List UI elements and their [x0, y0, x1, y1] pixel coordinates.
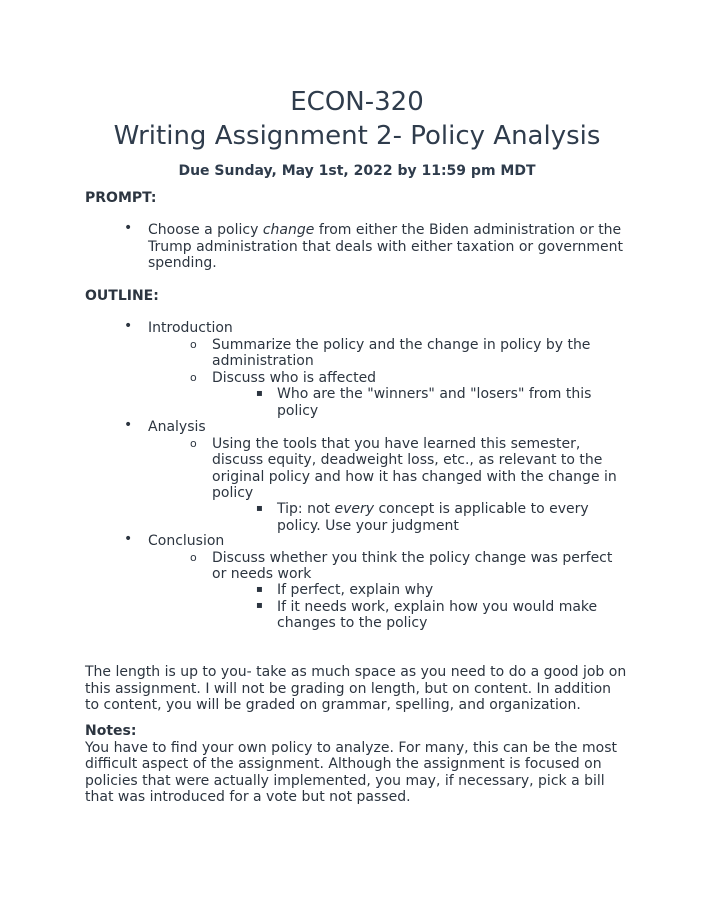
intro-point1-line1: Summarize the policy and the change in policy by the — [212, 336, 591, 353]
outline-introduction: Introduction — [148, 320, 233, 336]
analysis-point1-line4: policy — [212, 485, 254, 501]
subsubbullet-marker: ▪ — [256, 503, 263, 514]
prompt-item-line1 — [148, 222, 621, 239]
subbullet-marker: o — [190, 338, 197, 351]
tip-emphasis: every — [334, 501, 375, 517]
due-date: Due Sunday, May 1st, 2022 by 11:59 pm MDT — [178, 163, 536, 179]
subsubbullet-marker: ▪ — [256, 600, 263, 611]
analysis-point1-line1: Using the tools that you have learned this semester, — [212, 435, 581, 452]
analysis-point1-line2: discuss equity, deadweight loss, etc., as relevant to the — [212, 452, 603, 468]
notes-line2: difficult aspect of the assignment. Although the assignment is focused on — [85, 756, 602, 772]
subbullet-marker: o — [190, 437, 197, 450]
bullet-marker: • — [124, 220, 133, 236]
analysis-point1-line3: original policy and how it has changed with the change in — [212, 468, 617, 485]
outline-heading: OUTLINE: — [85, 288, 159, 304]
length-line2: this assignment. I will not be grading on length, but on content. In addition — [85, 680, 612, 697]
notes-line4: that was introduced for a vote but not passed. — [85, 789, 411, 805]
outline-analysis: Analysis — [148, 419, 206, 435]
analysis-tip-line1 — [277, 501, 589, 518]
bullet-marker: • — [124, 318, 133, 334]
subbullet-marker: o — [190, 371, 197, 384]
notes-line1: You have to find your own policy to analyze. For many, this can be the most — [85, 739, 617, 756]
conclusion-point1-line1: Discuss whether you think the policy change was perfect — [212, 549, 613, 566]
bullet-marker: • — [124, 417, 133, 433]
intro-point1-line2: administration — [212, 353, 314, 369]
conclusion-point1b-line2: changes to the policy — [277, 615, 428, 631]
course-title: ECON-320 — [290, 87, 424, 117]
prompt-item-line2: Trump administration that deals with either taxation or government — [148, 238, 623, 255]
outline-conclusion: Conclusion — [148, 533, 225, 549]
prompt-item-line3: spending. — [148, 255, 217, 271]
tip-text: Tip: not — [277, 501, 335, 517]
intro-point2a-line2: policy — [277, 402, 319, 419]
prompt-text: Choose a policy — [148, 222, 263, 238]
prompt-heading: PROMPT: — [85, 190, 157, 206]
prompt-emphasis: change — [262, 222, 315, 238]
intro-point2a-line1: Who are the "winners" and "losers" from this — [277, 386, 592, 402]
assignment-title: Writing Assignment 2- Policy Analysis — [113, 121, 601, 151]
intro-point2: Discuss who is affected — [212, 369, 377, 386]
analysis-tip-line2: policy. Use your judgment — [277, 517, 459, 534]
conclusion-point1a: If perfect, explain why — [277, 582, 434, 598]
notes-line3: policies that were actually implemented, you may, if necessary, pick a bill — [85, 772, 605, 789]
subsubbullet-marker: ▪ — [256, 584, 263, 595]
conclusion-point1b-line1: If it needs work, explain how you would make — [277, 598, 598, 615]
length-line1: The length is up to you- take as much space as you need to do a good job on — [85, 664, 627, 680]
subbullet-marker: o — [190, 551, 197, 564]
notes-heading: Notes: — [85, 723, 137, 739]
prompt-text: from either the Biden administration or the — [314, 222, 622, 238]
subsubbullet-marker: ▪ — [256, 388, 263, 399]
conclusion-point1-line2: or needs work — [212, 566, 312, 582]
bullet-marker: • — [124, 531, 133, 547]
tip-text: concept is applicable to every — [374, 501, 589, 517]
length-line3: to content, you will be graded on grammar, spelling, and organization. — [85, 697, 581, 713]
